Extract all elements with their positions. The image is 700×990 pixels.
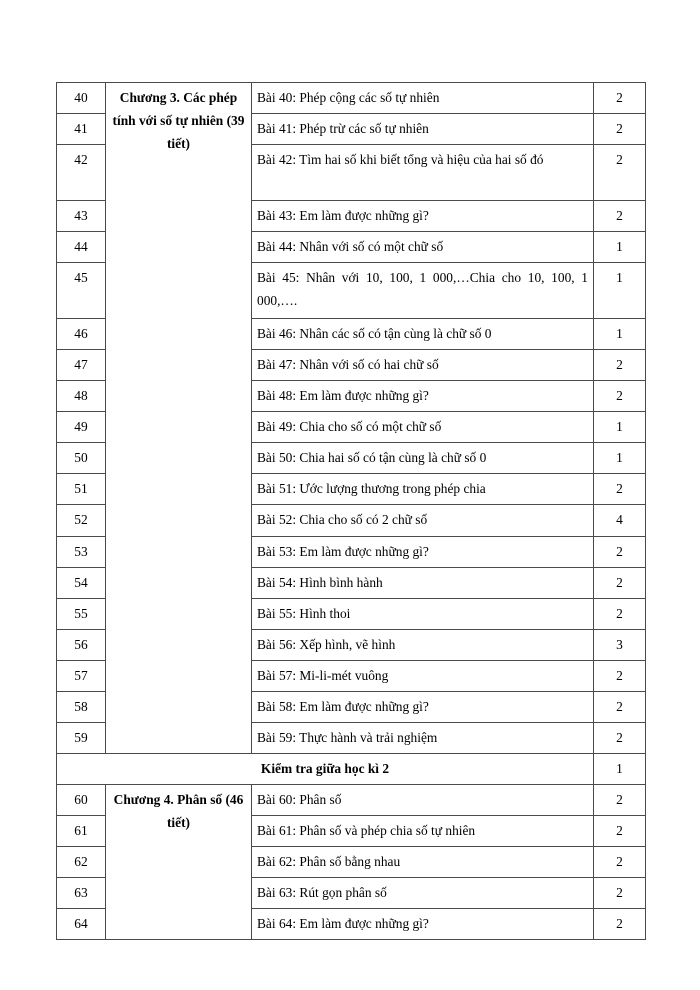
- periods-cell: 1: [594, 412, 646, 443]
- lesson-cell: Bài 59: Thực hành và trải nghiệm: [252, 722, 594, 753]
- periods-cell: 2: [594, 784, 646, 815]
- row-number-cell: 61: [57, 815, 106, 846]
- periods-cell: 2: [594, 381, 646, 412]
- lesson-cell: Bài 52: Chia cho số có 2 chữ số: [252, 505, 594, 536]
- table-row: [57, 784, 646, 815]
- lesson-cell: Bài 41: Phép trừ các số tự nhiên: [252, 114, 594, 145]
- lesson-cell: Bài 51: Ước lượng thương trong phép chia: [252, 474, 594, 505]
- row-number-cell: 59: [57, 722, 106, 753]
- row-number-cell: 58: [57, 691, 106, 722]
- row-number-cell: 43: [57, 201, 106, 232]
- row-number-cell: 44: [57, 232, 106, 263]
- lesson-cell: Bài 44: Nhân với số có một chữ số: [252, 232, 594, 263]
- row-number-cell: 47: [57, 350, 106, 381]
- row-number-cell: 45: [57, 263, 106, 319]
- lesson-cell: Bài 56: Xếp hình, vẽ hình: [252, 629, 594, 660]
- periods-cell: 2: [594, 83, 646, 114]
- row-number-cell: 64: [57, 909, 106, 940]
- periods-cell: 2: [594, 722, 646, 753]
- periods-cell: 2: [594, 567, 646, 598]
- chapter-cell-4: Chương 4. Phân số (46 tiết): [106, 784, 252, 939]
- periods-cell: 2: [594, 815, 646, 846]
- row-number-cell: 51: [57, 474, 106, 505]
- lesson-cell: Bài 61: Phân số và phép chia số tự nhiên: [252, 815, 594, 846]
- row-number-cell: 56: [57, 629, 106, 660]
- row-number-cell: 46: [57, 319, 106, 350]
- lesson-cell: Bài 54: Hình bình hành: [252, 567, 594, 598]
- row-number-cell: 50: [57, 443, 106, 474]
- lesson-cell: Bài 53: Em làm được những gì?: [252, 536, 594, 567]
- lesson-cell: Bài 57: Mi-li-mét vuông: [252, 660, 594, 691]
- row-number-cell: 62: [57, 846, 106, 877]
- exam-row: [57, 753, 646, 784]
- row-number-cell: 57: [57, 660, 106, 691]
- periods-cell: 4: [594, 505, 646, 536]
- exam-label-cell: Kiểm tra giữa học kì 2: [57, 753, 594, 784]
- row-number-cell: 49: [57, 412, 106, 443]
- chapter-cell-3: Chương 3. Các phép tính với số tự nhiên (39 tiết): [106, 83, 252, 754]
- lesson-cell: Bài 64: Em làm được những gì?: [252, 909, 594, 940]
- table-row: [57, 83, 646, 114]
- lesson-cell: Bài 60: Phân số: [252, 784, 594, 815]
- periods-cell: 2: [594, 114, 646, 145]
- lesson-cell: Bài 43: Em làm được những gì?: [252, 201, 594, 232]
- lesson-cell: Bài 55: Hình thoi: [252, 598, 594, 629]
- lesson-cell: Bài 49: Chia cho số có một chữ số: [252, 412, 594, 443]
- lesson-cell: Bài 50: Chia hai số có tận cùng là chữ số 0: [252, 443, 594, 474]
- periods-cell: 2: [594, 846, 646, 877]
- periods-cell: 2: [594, 201, 646, 232]
- curriculum-plan-table: [56, 82, 646, 940]
- periods-cell: 1: [594, 443, 646, 474]
- periods-cell: 2: [594, 909, 646, 940]
- row-number-cell: 55: [57, 598, 106, 629]
- periods-cell: 2: [594, 878, 646, 909]
- periods-cell: 2: [594, 536, 646, 567]
- curriculum-table-container: [56, 82, 645, 940]
- lesson-cell: Bài 42: Tìm hai số khi biết tổng và hiệu của hai số đó: [252, 145, 594, 201]
- periods-cell: 1: [594, 319, 646, 350]
- lesson-cell: Bài 62: Phân số bằng nhau: [252, 846, 594, 877]
- lesson-cell: Bài 40: Phép cộng các số tự nhiên: [252, 83, 594, 114]
- table-body: [57, 83, 646, 940]
- lesson-cell: Bài 48: Em làm được những gì?: [252, 381, 594, 412]
- periods-cell: 2: [594, 691, 646, 722]
- periods-cell: 2: [594, 660, 646, 691]
- periods-cell: 3: [594, 629, 646, 660]
- periods-cell: 2: [594, 598, 646, 629]
- row-number-cell: 48: [57, 381, 106, 412]
- row-number-cell: 41: [57, 114, 106, 145]
- periods-cell: 2: [594, 474, 646, 505]
- periods-cell: 1: [594, 263, 646, 319]
- row-number-cell: 42: [57, 145, 106, 201]
- row-number-cell: 54: [57, 567, 106, 598]
- row-number-cell: 40: [57, 83, 106, 114]
- lesson-cell: Bài 46: Nhân các số có tận cùng là chữ số 0: [252, 319, 594, 350]
- row-number-cell: 52: [57, 505, 106, 536]
- lesson-cell: Bài 58: Em làm được những gì?: [252, 691, 594, 722]
- lesson-cell: Bài 45: Nhân với 10, 100, 1 000,…Chia cho 10, 100, 1 000,….: [252, 263, 594, 319]
- exam-periods-cell: 1: [594, 753, 646, 784]
- periods-cell: 2: [594, 145, 646, 201]
- lesson-cell: Bài 63: Rút gọn phân số: [252, 878, 594, 909]
- row-number-cell: 63: [57, 878, 106, 909]
- row-number-cell: 60: [57, 784, 106, 815]
- periods-cell: 1: [594, 232, 646, 263]
- row-number-cell: 53: [57, 536, 106, 567]
- lesson-cell: Bài 47: Nhân với số có hai chữ số: [252, 350, 594, 381]
- periods-cell: 2: [594, 350, 646, 381]
